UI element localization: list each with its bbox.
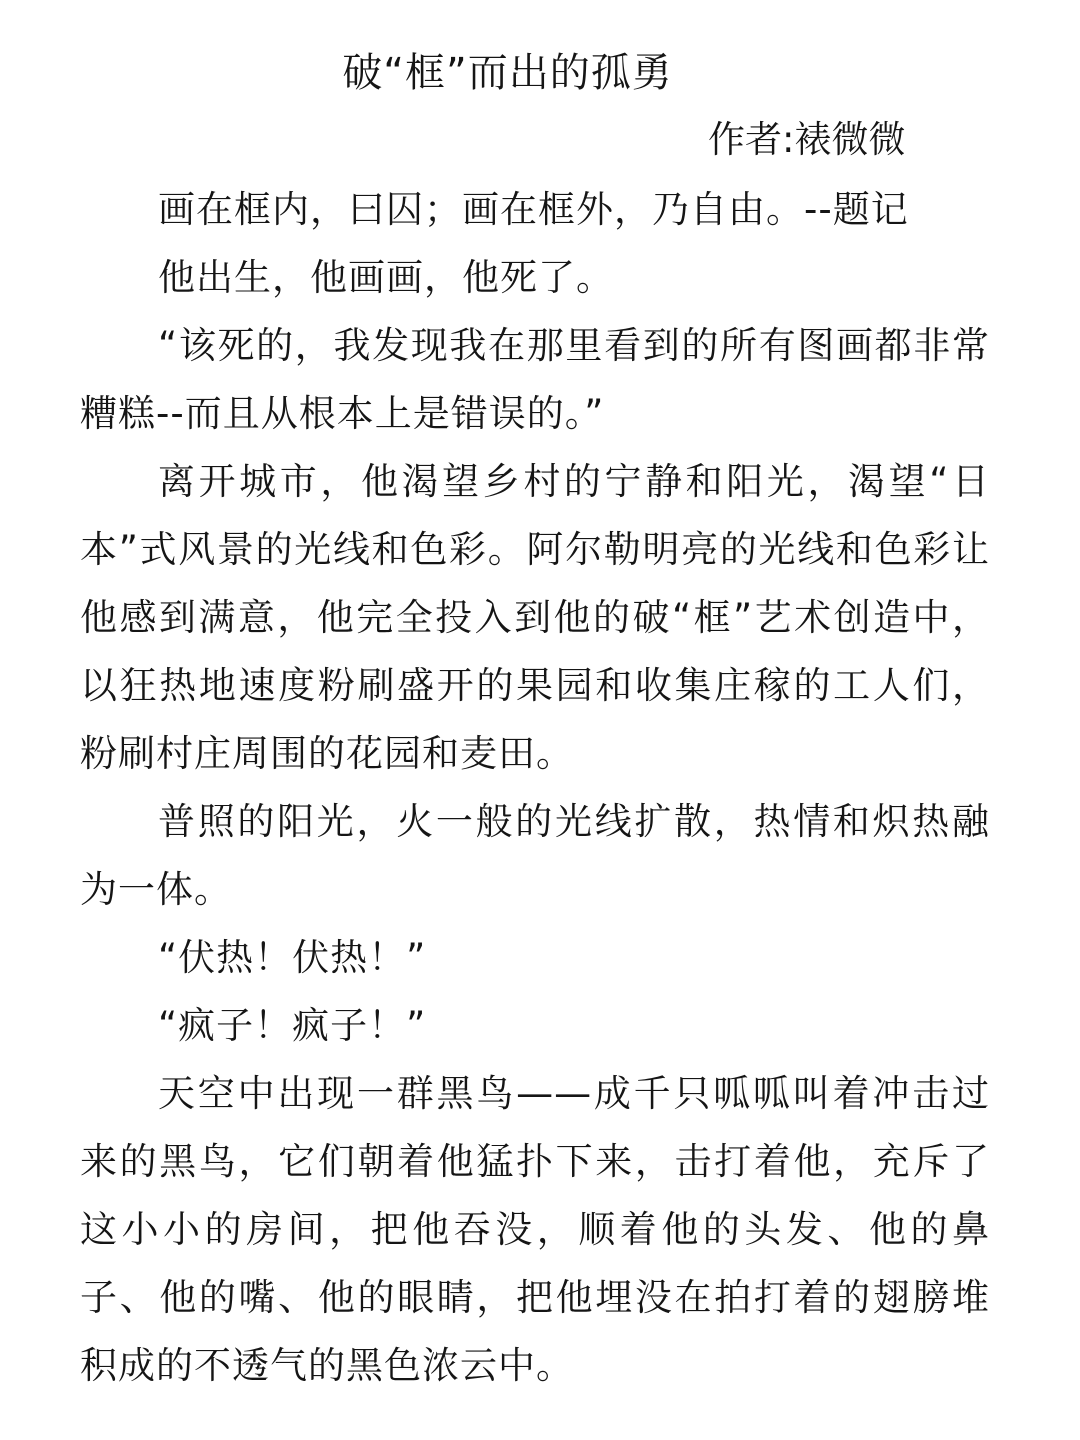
- paragraph-cry-madman: “疯子！疯子！”: [158, 1004, 427, 1047]
- article-body: [80, 176, 990, 1400]
- paragraph-black-birds: 天空中出现一群黑鸟——成千只呱呱叫着冲击过来的黑鸟，它们朝着他猛扑下来，击打着他，充斥了这小小的房间，把他吞没，顺着他的头发、他的鼻子、他的嘴、他的眼睛，把他埋没在拍打着的翅膀堆积成的不透气的黑色浓云中。: [80, 1072, 990, 1387]
- paragraph-cry-heat: “伏热！伏热！”: [158, 936, 427, 979]
- paragraph-quote: “该死的，我发现我在那里看到的所有图画都非常糟糕--而且从根本上是错误的。”: [80, 324, 990, 435]
- paragraph-sunlight: 普照的阳光，火一般的光线扩散，热情和炽热融为一体。: [80, 800, 990, 911]
- paragraph-arles: 离开城市，他渴望乡村的宁静和阳光，渴望“日本”式风景的光线和色彩。阿尔勒明亮的光线和色彩让他感到满意，他完全投入到他的破“框”艺术创造中，以狂热地速度粉刷盛开的果园和收集庄稼的工人们，粉刷村庄周围的花园和麦田。: [80, 460, 990, 775]
- paragraph-life: 他出生，他画画，他死了。: [158, 256, 614, 299]
- document-title: 破“框”而出的孤勇: [342, 50, 673, 96]
- author-line: 作者:裱微微: [708, 118, 906, 161]
- paragraph-epigraph: 画在框内，曰囚；画在框外，乃自由。--题记: [158, 188, 909, 231]
